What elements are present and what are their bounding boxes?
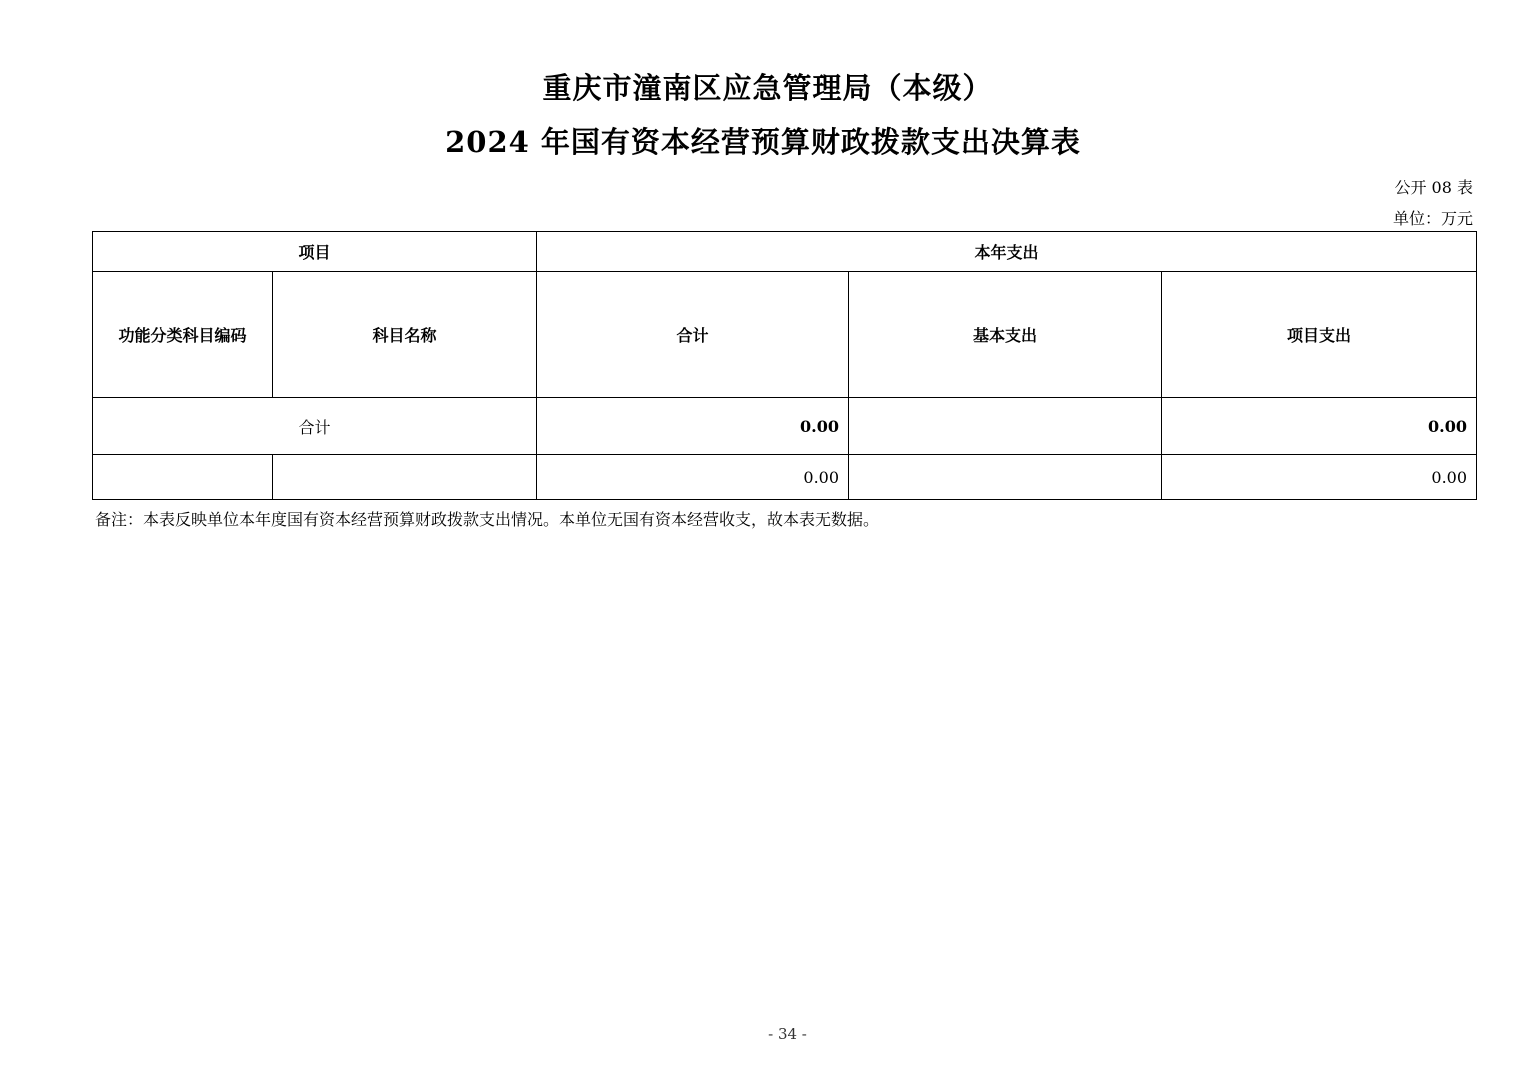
row-project: 0.00 [1162,455,1477,500]
document-title-line2: 2024 年国有资本经营预算财政拨款支出决算表 [445,125,1081,159]
row-code [93,455,273,500]
expense-table [92,231,1477,500]
header-project: 项目支出 [1162,272,1477,398]
header-code: 功能分类科目编码 [93,272,273,398]
table-row [93,455,1477,500]
table-total-row [93,398,1477,455]
total-row-basic [849,398,1162,455]
row-name [273,455,537,500]
total-row-project: 0.00 [1162,398,1477,455]
document-title-line1: 重庆市潼南区应急管理局（本级） [542,71,993,105]
total-row-total: 0.00 [537,398,849,455]
row-total: 0.00 [537,455,849,500]
header-name: 科目名称 [273,272,537,398]
total-row-label: 合计 [93,398,537,455]
header-current-year-expense: 本年支出 [537,232,1477,272]
header-total: 合计 [537,272,849,398]
table-id-label: 公开 08 表 [1394,178,1473,197]
page-number: - 34 - [768,1025,807,1043]
header-item: 项目 [93,232,537,272]
row-basic [849,455,1162,500]
header-basic: 基本支出 [849,272,1162,398]
table-note: 备注：本表反映单位本年度国有资本经营预算财政拨款支出情况。本单位无国有资本经营收支，故本表无数据。 [95,510,880,529]
table-group-header-row [93,232,1477,272]
table-column-header-row [93,272,1477,398]
unit-label: 单位：万元 [1392,209,1473,228]
